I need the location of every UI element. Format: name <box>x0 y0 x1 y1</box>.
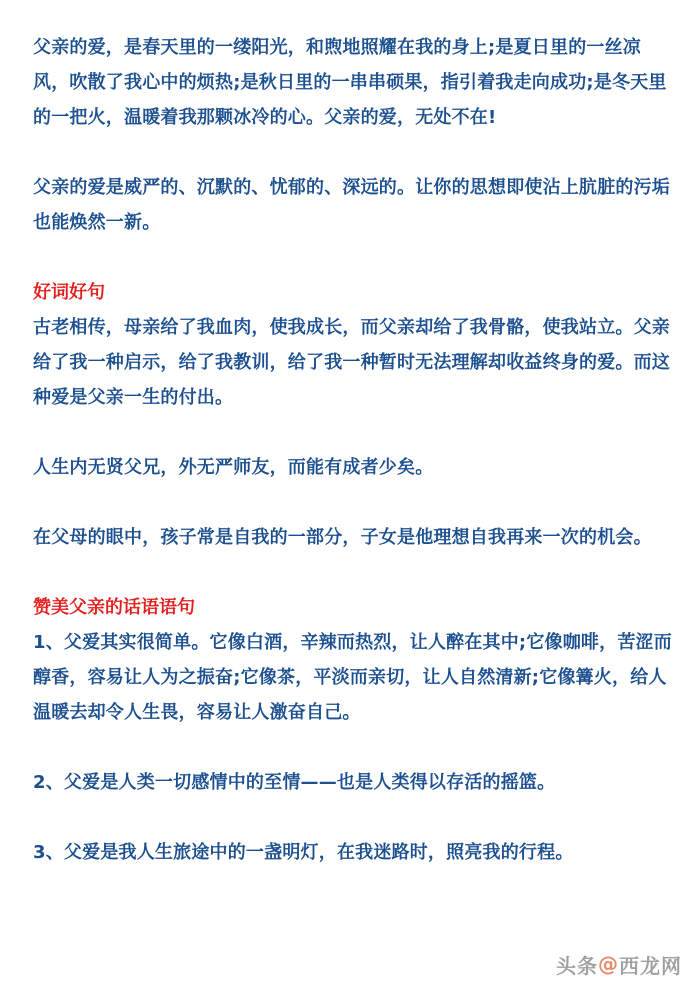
paragraph-father-love-traits: 父亲的爱是威严的、沉默的、忧郁的、深远的。让你的思想即使沾上肮脏的污垢也能焕然一新。 <box>33 177 670 233</box>
watermark-prefix: 头条 <box>556 953 598 978</box>
section-heading-praise-father: 赞美父亲的话语语句 <box>33 597 195 618</box>
paragraph-ancient-saying: 古老相传，母亲给了我血肉，使我成长，而父亲却给了我骨骼，使我站立。父亲给了我一种启示，给了我教训，给了我一种暂时无法理解却收益终身的爱。而这种爱是父亲一生的付出。 <box>33 317 670 408</box>
paragraph-quote-father-brother: 人生内无贤父兄，外无严师友，而能有成者少矣。 <box>33 457 434 478</box>
list-item-praise-3: 3、父爱是我人生旅途中的一盏明灯，在我迷路时，照亮我的行程。 <box>33 842 574 863</box>
watermark-site-name: 西龙网 <box>619 953 682 978</box>
paragraph-father-love-seasons: 父亲的爱，是春天里的一缕阳光，和煦地照耀在我的身上;是夏日里的一丝凉风，吹散了我心中的烦热;是秋日里的一串串硕果，指引着我走向成功;是冬天里的一把火，温暖着我那颗冰冷的心。父亲的爱，无处不在! <box>33 37 667 128</box>
watermark-logo <box>556 946 696 982</box>
spacer <box>33 415 673 450</box>
spacer <box>33 555 673 590</box>
spacer <box>33 730 673 765</box>
spacer <box>33 135 673 170</box>
spacer <box>33 800 673 835</box>
list-item-praise-1: 1、父爱其实很简单。它像白酒，辛辣而热烈，让人醉在其中;它像咖啡，苦涩而醇香，容易让人为之振奋;它像茶，平淡而亲切，让人自然清新;它像篝火，给人温暖去却令人生畏，容易让人激奋自己。 <box>33 632 672 723</box>
paragraph-quote-parents-eyes: 在父母的眼中，孩子常是自我的一部分，子女是他理想自我再来一次的机会。 <box>33 527 652 548</box>
spacer <box>33 485 673 520</box>
list-item-praise-2: 2、父爱是人类一切感情中的至情——也是人类得以存活的摇篮。 <box>33 772 556 793</box>
watermark-at-symbol: @ <box>598 952 619 976</box>
section-heading-good-phrases: 好词好句 <box>33 282 105 303</box>
spacer <box>33 240 673 275</box>
article-body <box>33 30 673 870</box>
